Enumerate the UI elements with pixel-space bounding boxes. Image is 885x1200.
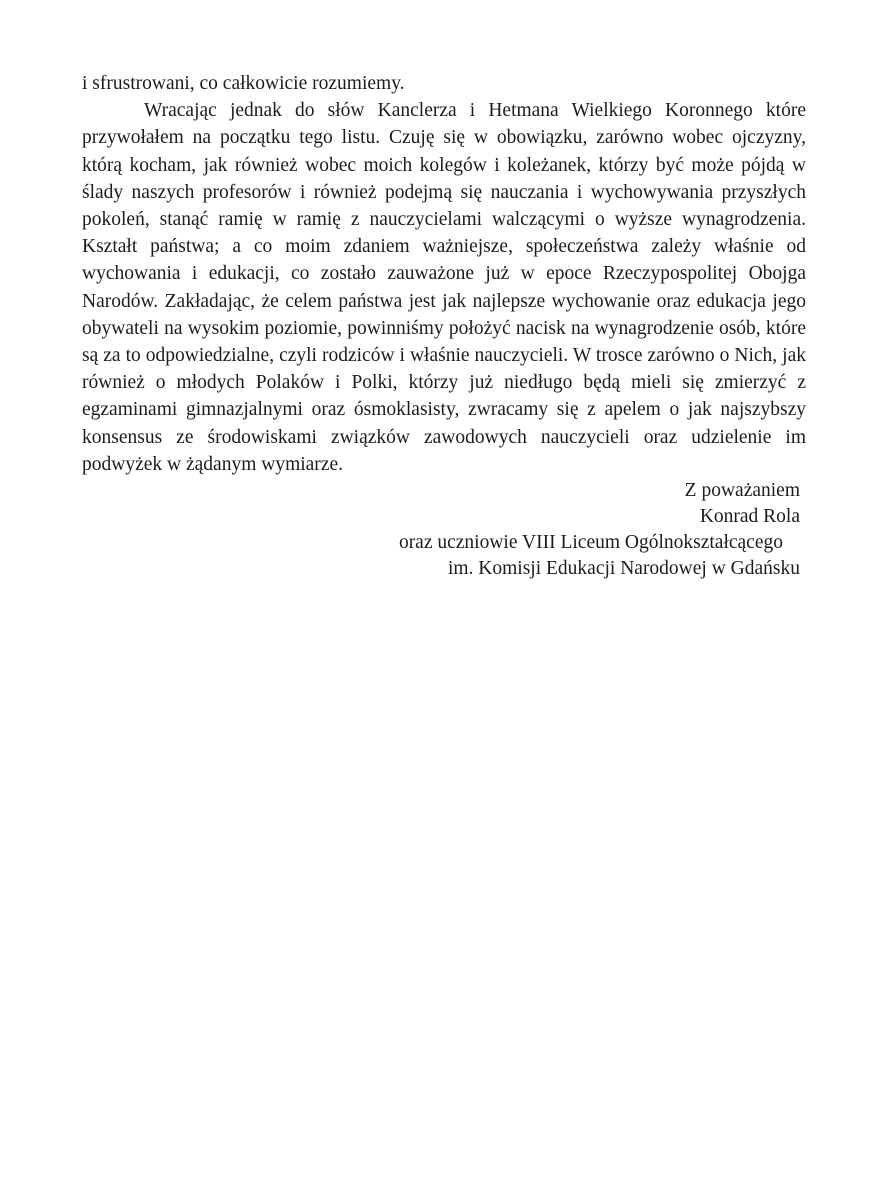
closing-author: Konrad Rola bbox=[699, 506, 800, 527]
paragraph-main: Wracając jednak do słów Kanclerza i Hetmana Wielkiego Koronnego które przywołałem na początku tego listu. Czuję się w obowiązku, zarówno wobec ojczyzny, którą kocham, jak również wobec moich kolegów i koleżanek, którzy być może pójdą w ślady naszych profesorów i również podejmą się nauczania i wychowywania przyszłych pokoleń, stanąć ramię w ramię z nauczycielami walczącymi o wyższe wynagrodzenia. Kształt państwa; a co moim zdaniem ważniejsze, społeczeństwa zależy właśnie od wychowania i edukacji, co zostało zauważone już w epoce Rzeczypospolitej Obojga Narodów. Zakładając, że celem państwa jest jak najlepsze wychowanie oraz edukacja jego obywateli na wysokim poziomie, powinniśmy położyć nacisk na wynagrodzenie osób, które są za to odpowiedzialne, czyli rodziców i właśnie nauczycieli. W trosce zarówno o Nich, jak również o młodych Polaków i Polki, którzy już niedługo będą mieli się zmierzyć z egzaminami gimnazjalnymi oraz ósmoklasisty, zwracamy się z apelem o jak najszybszy konsensus ze środowiskami związków zawodowych nauczycieli oraz udzielenie im podwyżek w żądanym wymiarze. bbox=[82, 100, 806, 475]
closing-organization-line1: oraz uczniowie VIII Liceum Ogólnokształcącego bbox=[398, 532, 783, 553]
closing-salutation: Z poważaniem bbox=[684, 480, 800, 501]
paragraph-continuation: i sfrustrowani, co całkowicie rozumiemy. bbox=[82, 73, 405, 94]
letter-body bbox=[82, 70, 806, 478]
letter-closing bbox=[300, 478, 800, 582]
closing-organization-line2: im. Komisji Edukacji Narodowej w Gdańsku bbox=[447, 558, 800, 579]
